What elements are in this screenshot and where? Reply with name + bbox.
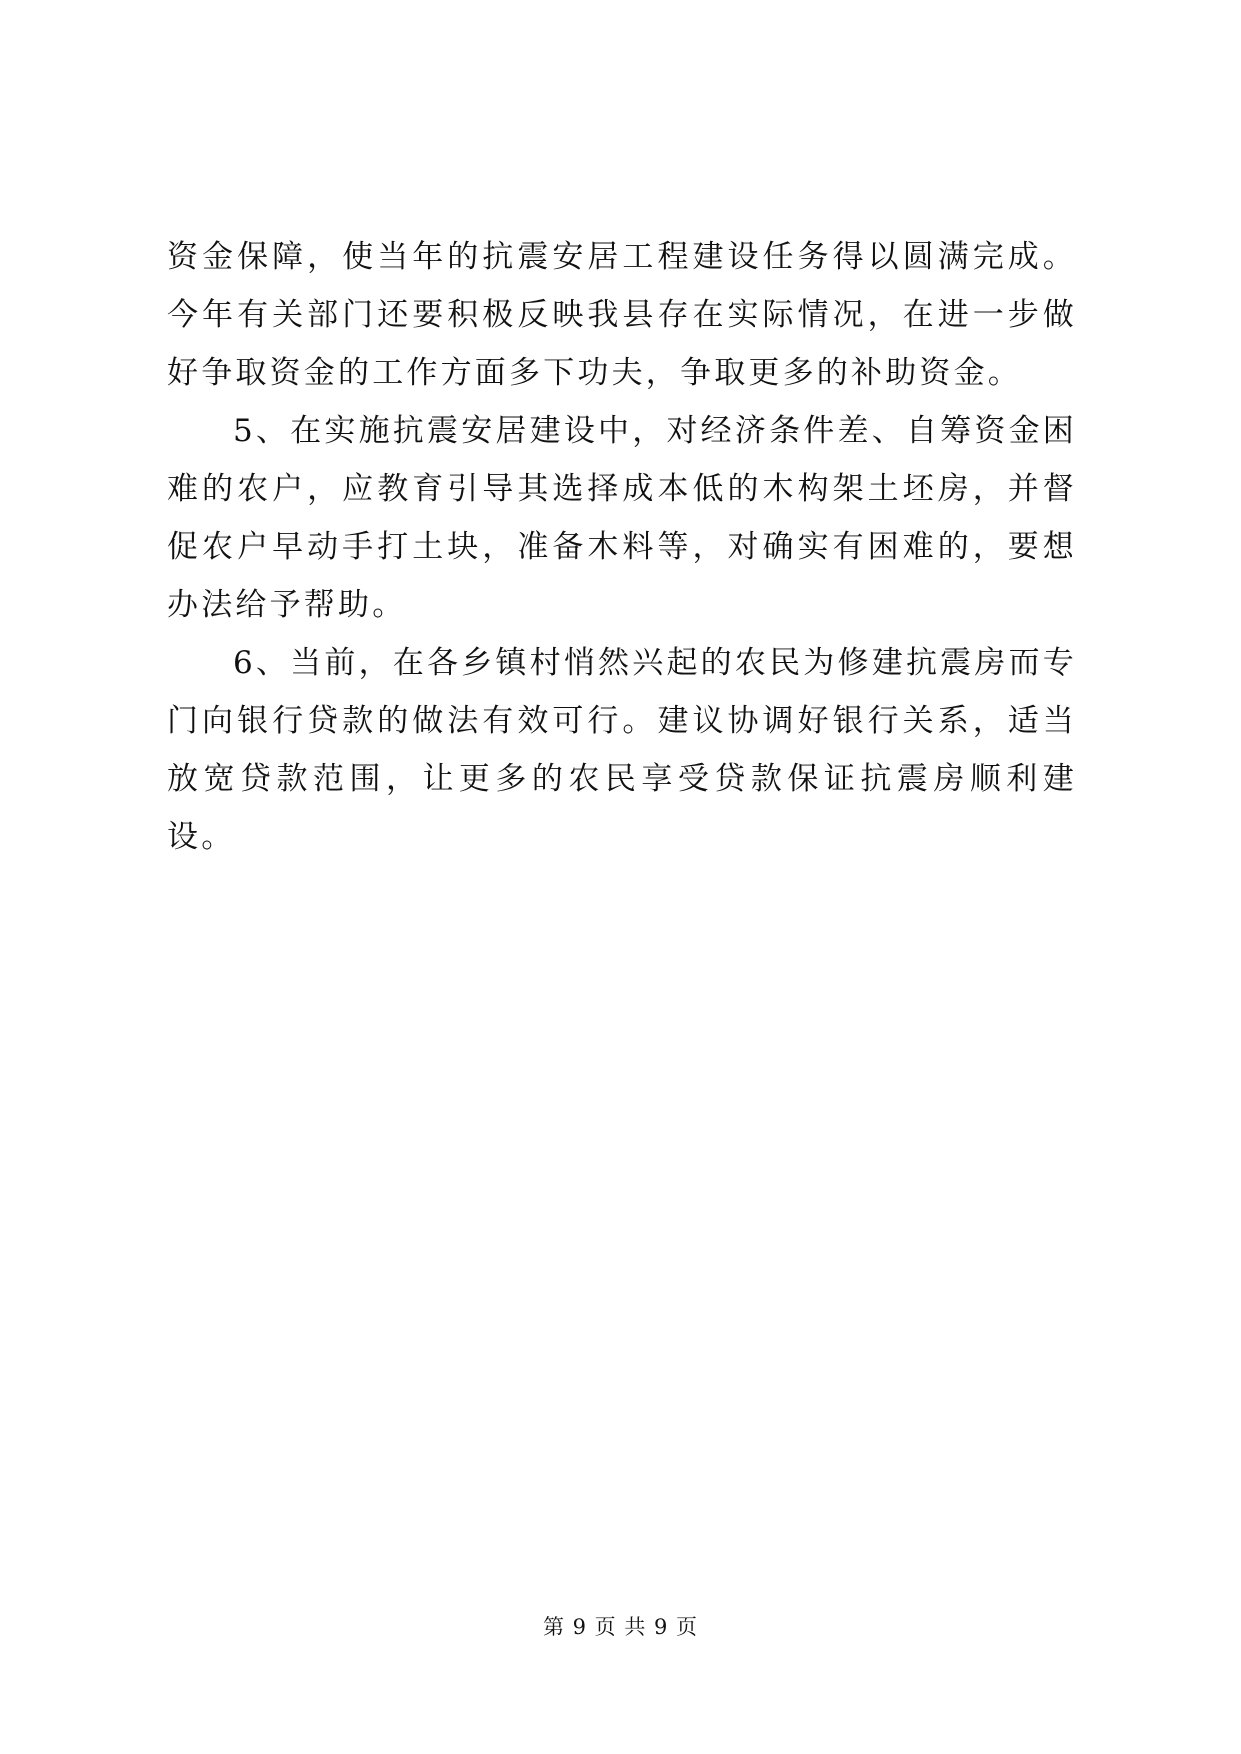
paragraph-item-5: 5、在实施抗震安居建设中，对经济条件差、自筹资金困难的农户，应教育引导其选择成本低的木构架土坯房，并督促农户早动手打土块，准备木料等，对确实有困难的，要想办法给予帮助。 bbox=[167, 413, 1077, 623]
document-body bbox=[167, 228, 1077, 866]
page-number-label: 第 9 页 共 9 页 bbox=[542, 1615, 699, 1639]
page-footer bbox=[0, 1612, 1241, 1642]
paragraph-item-6: 6、当前，在各乡镇村悄然兴起的农民为修建抗震房而专门向银行贷款的做法有效可行。建议协调好银行关系，适当放宽贷款范围，让更多的农民享受贷款保证抗震房顺利建设。 bbox=[167, 645, 1077, 855]
paragraph-funding-guarantee: 资金保障，使当年的抗震安居工程建设任务得以圆满完成。今年有关部门还要积极反映我县存在实际情况，在进一步做好争取资金的工作方面多下功夫，争取更多的补助资金。 bbox=[167, 239, 1077, 391]
